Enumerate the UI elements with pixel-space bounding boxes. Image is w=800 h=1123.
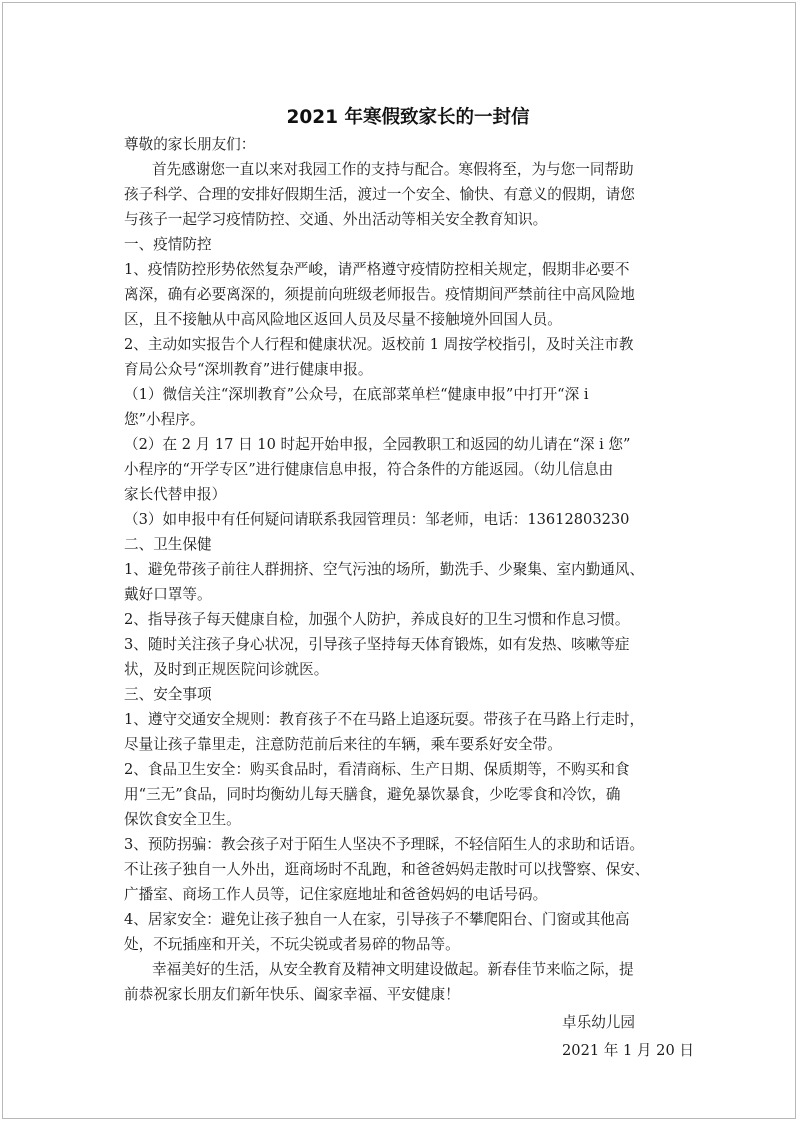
page-title: 2021 年寒假致家长的一封信 <box>286 107 530 128</box>
body-line: 戴好口罩等。 <box>124 586 212 603</box>
body-line: 用“三无”食品，同时均衡幼儿每天膳食，避免暴饮暴食，少吃零食和冷饮，确 <box>124 786 621 803</box>
greeting: 尊敬的家长朋友们： <box>124 136 256 153</box>
body-line: 4、居家安全：避免让孩子独自一人在家，引导孩子不攀爬阳台、门窗或其他高 <box>124 911 630 928</box>
signature-date: 2021 年 1 月 20 日 <box>562 1042 694 1059</box>
intro-line: 首先感谢您一直以来对我园工作的支持与配合。寒假将至，为与您一同帮助 <box>152 161 634 178</box>
body-line: 尽量让孩子靠里走，注意防范前后来往的车辆，乘车要系好安全带。 <box>124 736 562 753</box>
body-line: 1、疫情防控形势依然复杂严峻，请严格遵守疫情防控相关规定，假期非必要不 <box>124 261 630 278</box>
body-line: 广播室、商场工作人员等，记住家庭地址和爸爸妈妈的电话号码。 <box>124 886 548 903</box>
body-line: （1）微信关注“深圳教育”公众号，在底部菜单栏“健康申报”中打开“深 i <box>124 386 589 403</box>
body-line: 3、随时关注孩子身心状况，引导孩子坚持每天体育锻炼，如有发热、咳嗽等症 <box>124 636 630 653</box>
document-page <box>2 2 796 1119</box>
signature-org: 卓乐幼儿园 <box>562 1014 635 1031</box>
body-line: 处，不玩插座和开关，不玩尖锐或者易碎的物品等。 <box>124 936 460 953</box>
body-line: 保饮食安全卫生。 <box>124 811 241 828</box>
body-line: 家长代替申报） <box>124 486 227 503</box>
body-line: 2、食品卫生安全：购买食品时，看清商标、生产日期、保质期等，不购买和食 <box>124 761 630 778</box>
body-line: 您”小程序。 <box>124 411 205 428</box>
intro-line: 孩子科学、合理的安排好假期生活，渡过一个安全、愉快、有意义的假期，请您 <box>124 186 635 203</box>
body-line: 离深，确有必要离深的，须提前向班级老师报告。疫情期间严禁前往中高风险地 <box>124 286 635 303</box>
body-line: 2、指导孩子每天健康自检，加强个人防护，养成良好的卫生习惯和作息习惯。 <box>124 611 630 628</box>
letter-body <box>124 103 694 1063</box>
body-line: 育局公众号“深圳教育”进行健康申报。 <box>124 361 373 378</box>
body-line: 小程序的“开学专区”进行健康信息申报，符合条件的方能返园。（幼儿信息由 <box>124 461 614 478</box>
body-line: 状，及时到正规医院问诊就医。 <box>124 661 329 678</box>
body-line: 不让孩子独自一人外出，逛商场时不乱跑，和爸爸妈妈走散时可以找警察、保安、 <box>124 861 650 878</box>
body-line: 3、预防拐骗：教会孩子对于陌生人坚决不予理睬，不轻信陌生人的求助和话语。 <box>124 836 645 853</box>
closing-line: 前恭祝家长朋友们新年快乐、阖家幸福、平安健康！ <box>124 986 460 1003</box>
body-line: 1、遵守交通安全规则：教育孩子不在马路上追逐玩耍。带孩子在马路上行走时， <box>124 711 645 728</box>
body-line: 2、主动如实报告个人行程和健康状况。返校前 1 周按学校指引，及时关注市教 <box>124 336 634 353</box>
contact-line: （3）如申报中有任何疑问请联系我园管理员：邹老师，电话：13612803230 <box>124 511 630 528</box>
section-heading-epidemic: 一、疫情防控 <box>124 236 212 253</box>
closing-line: 幸福美好的生活，从安全教育及精神文明建设做起。新春佳节来临之际，提 <box>152 961 634 978</box>
intro-line: 与孩子一起学习疫情防控、交通、外出活动等相关安全教育知识。 <box>124 211 548 228</box>
section-heading-health: 二、卫生保健 <box>124 536 212 553</box>
body-line: 1、避免带孩子前往人群拥挤、空气污浊的场所，勤洗手、少聚集、室内勤通风、 <box>124 561 645 578</box>
body-line: （2）在 2 月 17 日 10 时起开始申报，全园教职工和返园的幼儿请在“深 i 您” <box>124 436 631 453</box>
section-heading-safety: 三、安全事项 <box>124 686 212 703</box>
body-line: 区，且不接触从中高风险地区返回人员及尽量不接触境外回国人员。 <box>124 311 562 328</box>
